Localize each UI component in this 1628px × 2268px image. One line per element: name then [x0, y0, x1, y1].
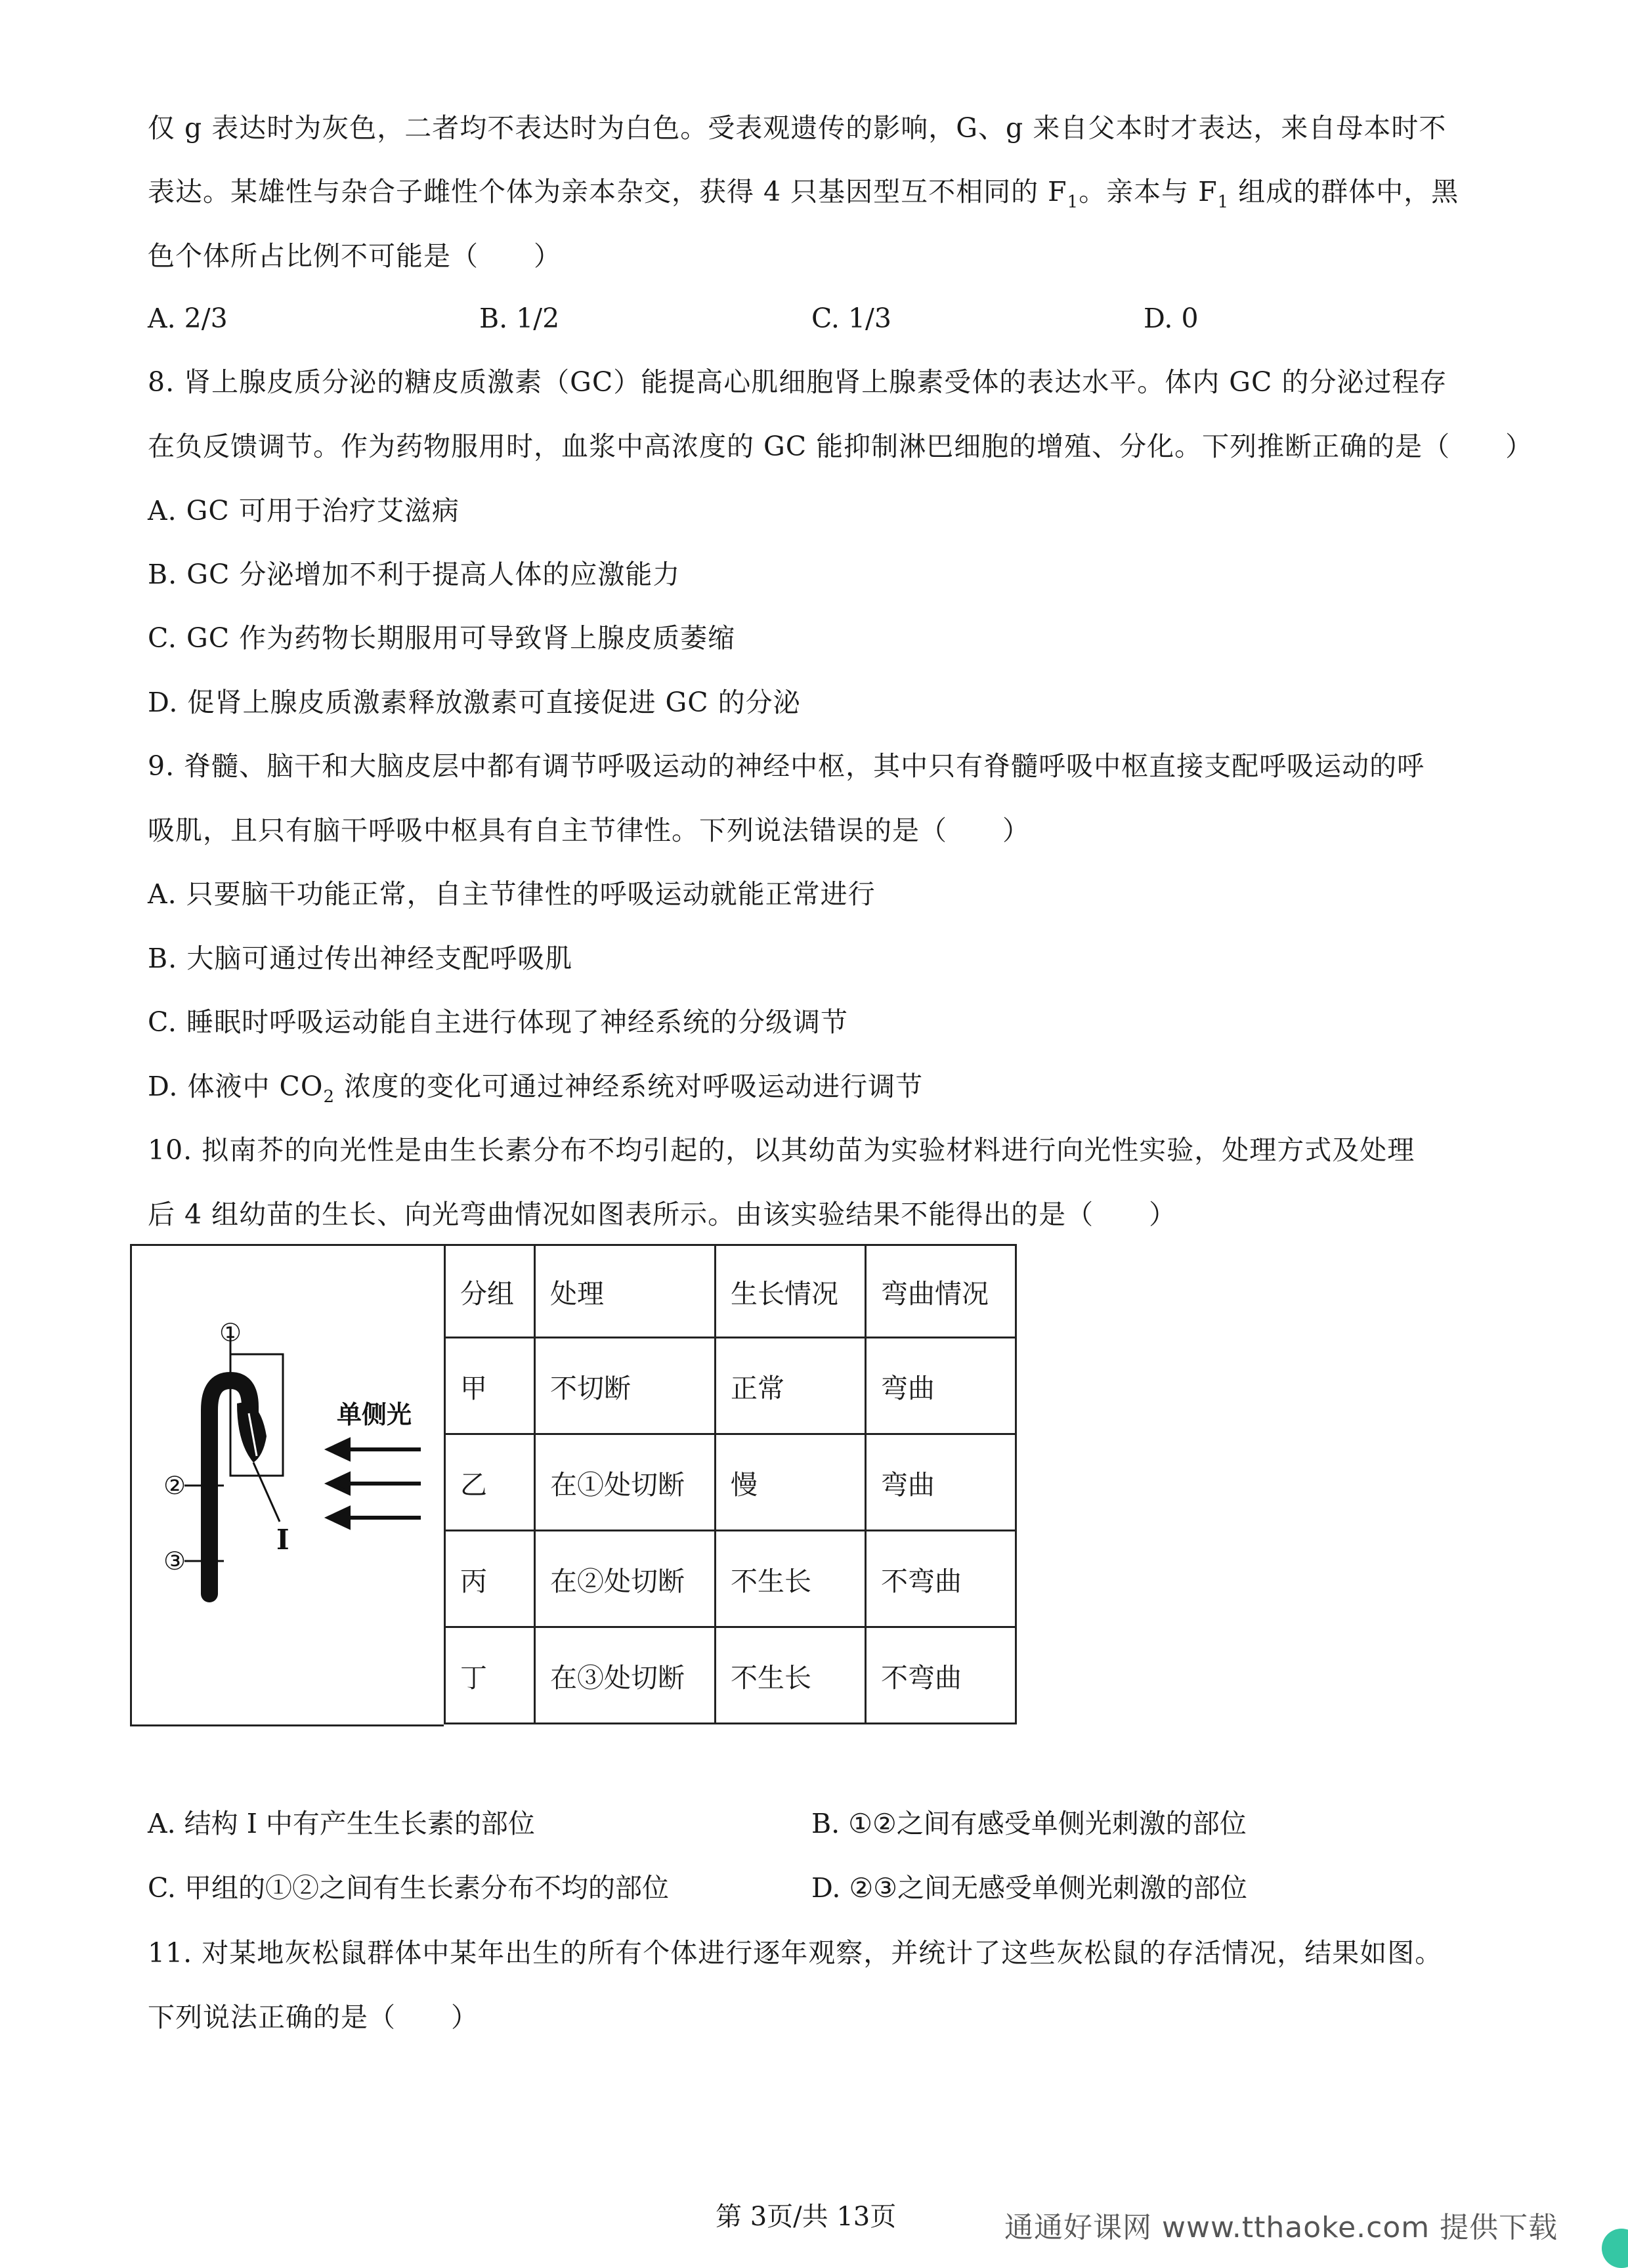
q8-option-d: D. 促肾上腺皮质激素释放激素可直接促进 GC 的分泌: [148, 687, 801, 718]
q8-stem-1: 8. 肾上腺皮质分泌的糖皮质激素（GC）能提高心肌细胞肾上腺素受体的表达水平。体内 GC 的分泌过程存: [148, 366, 1447, 398]
light-label: 单侧光: [337, 1400, 412, 1429]
page-number: 第 3页/共 13页: [716, 2202, 897, 2232]
q8-option-b: B. GC 分泌增加不利于提高人体的应激能力: [148, 559, 681, 590]
header-treatment: 处理: [535, 1245, 716, 1338]
experiment-table: [444, 1244, 1017, 1724]
table-cell: 不生长: [716, 1531, 866, 1627]
mark-1: ①: [219, 1318, 242, 1347]
q10-option-a: A. 结构 I 中有产生生长素的部位: [148, 1808, 535, 1839]
table-row: [445, 1627, 1016, 1724]
q7-option-d: D. 0: [1144, 303, 1199, 334]
seedling-diagram: [132, 1246, 444, 1724]
table-cell: 在①处切断: [535, 1434, 716, 1531]
header-group: 分组: [445, 1245, 535, 1338]
table-cell: 弯曲: [866, 1434, 1016, 1531]
q7-option-a: A. 2/3: [148, 303, 228, 334]
table-cell: 甲: [445, 1338, 535, 1434]
q9-stem-2: 吸肌，且只有脑干呼吸中枢具有自主节律性。下列说法错误的是（ ）: [148, 815, 1030, 846]
corner-badge: [1602, 2229, 1628, 2268]
q9-option-d: D. 体液中 $CO_2$ 浓度的变化可通过神经系统对呼吸运动进行调节: [148, 1071, 924, 1107]
q11-stem-1: 11. 对某地灰松鼠群体中某年出生的所有个体进行逐年观察，并统计了这些灰松鼠的存活情况，结果如图。: [148, 1937, 1443, 1969]
table-cell: 不弯曲: [866, 1531, 1016, 1627]
table-row: [445, 1531, 1016, 1627]
q10-stem-1: 10. 拟南芥的向光性是由生长素分布不均引起的，以其幼苗为实验材料进行向光性实验，处理方式及处理: [148, 1134, 1415, 1166]
q10-option-c: C. 甲组的①②之间有生长素分布不均的部位: [148, 1872, 669, 1904]
table-row: [445, 1338, 1016, 1434]
q7-line-3: 色个体所占比例不可能是（ ）: [148, 240, 561, 272]
table-row: [445, 1434, 1016, 1531]
mark-3: ③: [163, 1547, 186, 1575]
q10-option-d: D. ②③之间无感受单侧光刺激的部位: [811, 1872, 1247, 1904]
table-cell: 丁: [445, 1627, 535, 1724]
watermark: 通通好课网 www.tthaoke.com 提供下载: [1004, 2211, 1558, 2244]
table-cell: 乙: [445, 1434, 535, 1531]
q9-option-a: A. 只要脑干功能正常，自主节律性的呼吸运动就能正常进行: [148, 878, 876, 910]
q9-option-c: C. 睡眠时呼吸运动能自主进行体现了神经系统的分级调节: [148, 1006, 848, 1038]
q9-stem-1: 9. 脊髓、脑干和大脑皮层中都有调节呼吸运动的神经中枢，其中只有脊髓呼吸中枢直接支配呼吸运动的呼: [148, 750, 1425, 782]
q10-stem-2: 后 4 组幼苗的生长、向光弯曲情况如图表所示。由该实验结果不能得出的是（ ）: [148, 1199, 1177, 1230]
table-cell: 不弯曲: [866, 1627, 1016, 1724]
q7-option-c: C. 1/3: [811, 303, 891, 334]
q7-line-1: 仅 g 表达时为灰色，二者均不表达时为白色。受表观遗传的影响，G、g 来自父本时才表达，来自母本时不: [148, 112, 1447, 144]
q7-option-b: B. 1/2: [479, 303, 560, 334]
mark-2: ②: [163, 1471, 186, 1500]
table-cell: 弯曲: [866, 1338, 1016, 1434]
q11-stem-2: 下列说法正确的是（ ）: [148, 2001, 479, 2033]
table-cell: 丙: [445, 1531, 535, 1627]
q8-option-a: A. GC 可用于治疗艾滋病: [148, 495, 460, 526]
table-cell: 不生长: [716, 1627, 866, 1724]
table-cell: 慢: [716, 1434, 866, 1531]
header-growth: 生长情况: [716, 1245, 866, 1338]
q10-option-b: B. ①②之间有感受单侧光刺激的部位: [811, 1808, 1247, 1839]
table-cell: 不切断: [535, 1338, 716, 1434]
q8-option-c: C. GC 作为药物长期服用可导致肾上腺皮质萎缩: [148, 622, 736, 654]
header-bending: 弯曲情况: [866, 1245, 1016, 1338]
seedling-figure: [130, 1244, 444, 1726]
table-cell: 在②处切断: [535, 1531, 716, 1627]
q9-option-b: B. 大脑可通过传出神经支配呼吸肌: [148, 943, 573, 974]
light-arrows: [329, 1440, 421, 1527]
structure-label-I: I: [276, 1524, 289, 1556]
q8-stem-2: 在负反馈调节。作为药物服用时，血浆中高浓度的 GC 能抑制淋巴细胞的增殖、分化。下列推断正确的是（ ）: [148, 431, 1533, 462]
q7-line-2: 表达。某雄性与杂合子雌性个体为亲本杂交，获得 4 只基因型互不相同的 $F_1$。亲本与 $F_1$ 组成的群体中，黑: [148, 176, 1459, 212]
table-cell: 在③处切断: [535, 1627, 716, 1724]
table-header-row: [445, 1245, 1016, 1338]
table-cell: 正常: [716, 1338, 866, 1434]
